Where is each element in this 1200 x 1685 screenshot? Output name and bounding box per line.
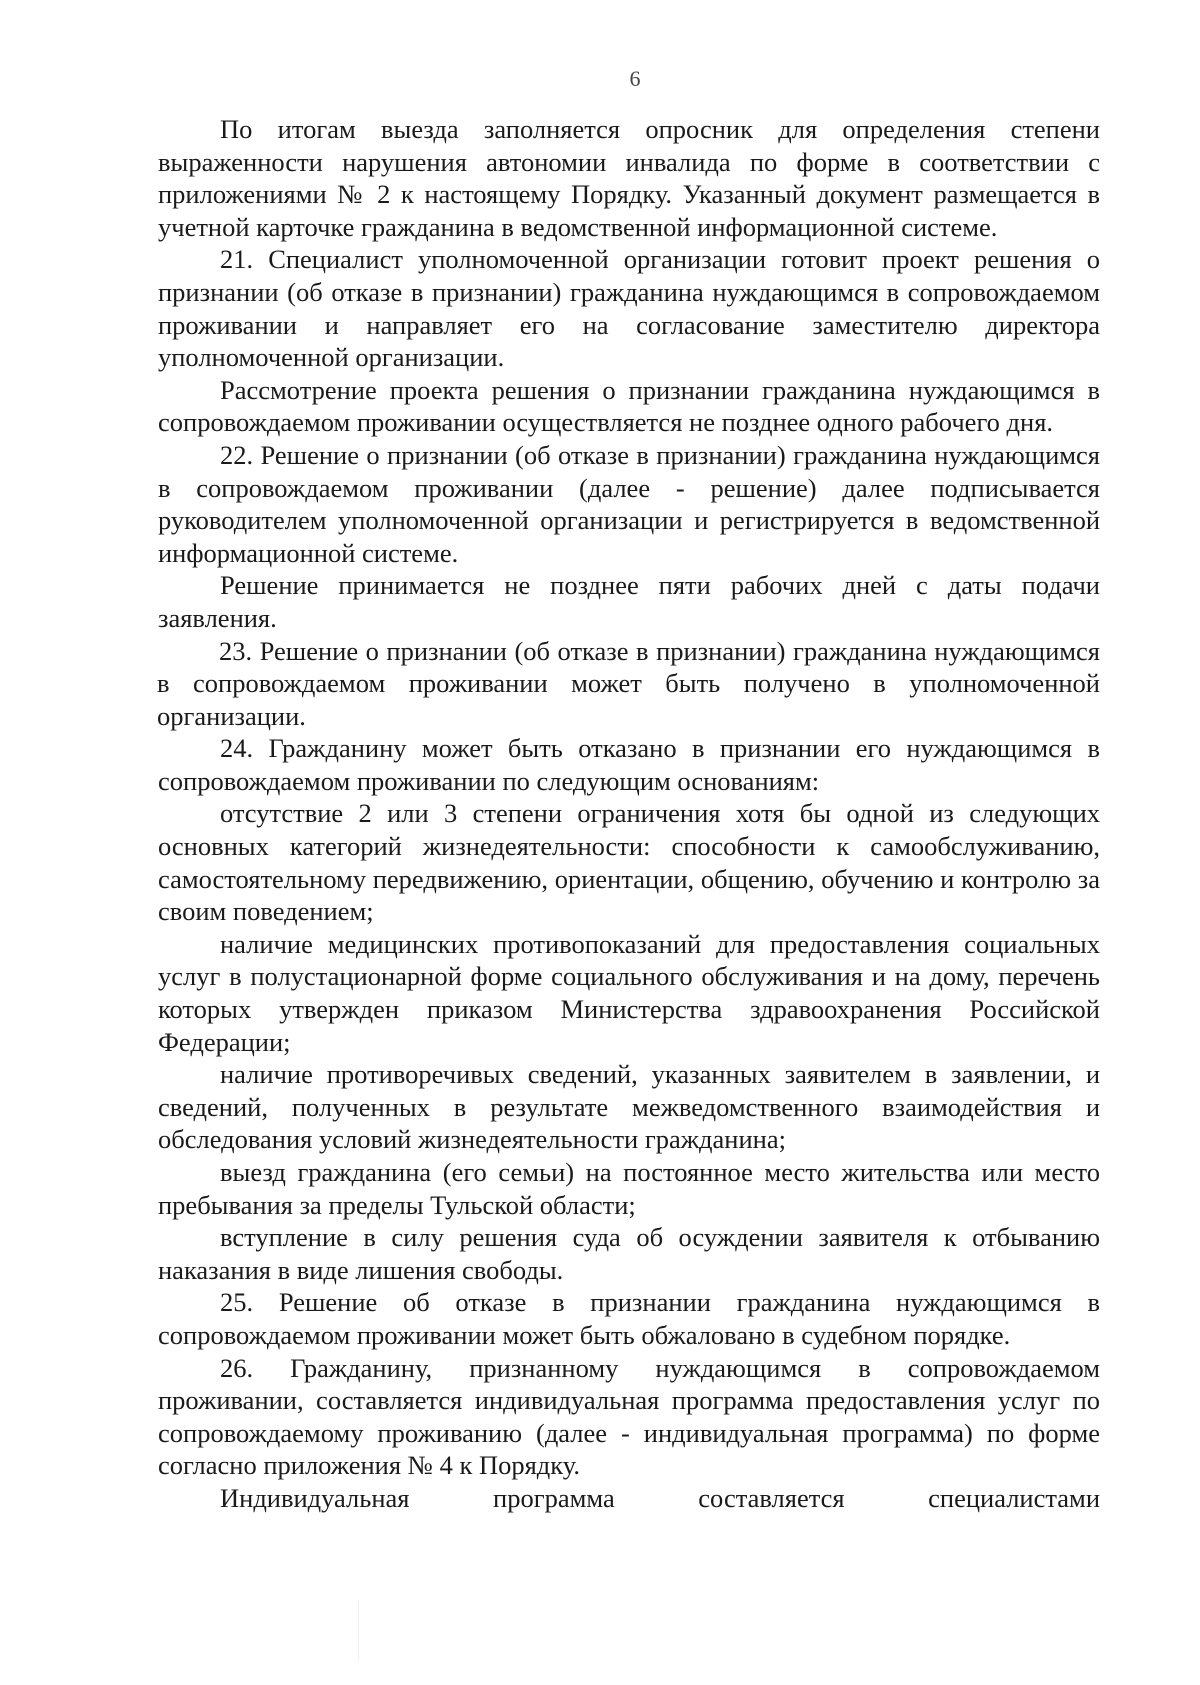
- page-number: 6: [629, 66, 641, 91]
- refusal-ground-relocation: выезд гражданина (его семьи) на постоянное место жительства или место пребывания за пределы Тульской области;: [158, 1157, 1100, 1220]
- paragraph-25: 25. Решение об отказе в признании гражданина нуждающимся в сопровождаемом проживании может быть обжаловано в судебном порядке.: [158, 1287, 1100, 1350]
- paragraph-questionnaire: По итогам выезда заполняется опросник для определения степени выраженности нарушения автономии инвалида по форме в соответствии с приложениями № 2 к настоящему Порядку. Указанный документ размещается в учетной карточке гражданина в ведомственной информационной системе.: [158, 114, 1100, 242]
- paragraph-26: 26. Гражданину, признанному нуждающимся в сопровождаемом проживании, составляется индивидуальная программа предоставления услуг по сопровождаемому проживанию (далее - индивидуальная программа) по форме согласно приложения № 4 к Порядку.: [158, 1352, 1100, 1481]
- refusal-ground-contradictory-information: наличие противоречивых сведений, указанных заявителем в заявлении, и сведений, полученных в результате межведомственного взаимодействия и обследования условий жизнедеятельности гражданина;: [158, 1059, 1100, 1155]
- document-body: [158, 113, 1100, 1515]
- paragraph-21-review: Рассмотрение проекта решения о признании гражданина нуждающимся в сопровождаемом проживании осуществляется не позднее одного рабочего дня.: [158, 374, 1100, 438]
- refusal-ground-disability-degree: отсутствие 2 или 3 степени ограничения хотя бы одной из следующих основных категорий жизнедеятельности: способности к самообслуживанию, самостоятельному передвижению, ориентации, общению, обучению и контролю за своим поведением;: [158, 798, 1100, 927]
- paragraph-21: 21. Специалист уполномоченной организации готовит проект решения о признании (об отказе в признании) гражданина нуждающимся в сопровождаемом проживании и направляет его на согласование заместителю директора уполномоченной организации.: [158, 244, 1100, 373]
- refusal-ground-medical-contraindications: наличие медицинских противопоказаний для предоставления социальных услуг в полустационарной форме социального обслуживания и на дому, перечень которых утвержден приказом Министерства здравоохранения Российской Федерации;: [158, 928, 1100, 1057]
- scan-artifact-line: [358, 1600, 359, 1660]
- paragraph-22-deadline: Решение принимается не позднее пяти рабочих дней с даты подачи заявления.: [158, 570, 1100, 633]
- paragraph-24: 24. Гражданину может быть отказано в признании его нуждающимся в сопровождаемом проживании по следующим основаниям:: [158, 733, 1100, 796]
- refusal-ground-court-sentence: вступление в силу решения суда об осуждении заявителя к отбыванию наказания в виде лишения свободы.: [158, 1222, 1100, 1285]
- paragraph-23: 23. Решение о признании (об отказе в признании) гражданина нуждающимся в сопровождаемом проживании может быть получено в уполномоченной организации.: [157, 635, 1100, 731]
- paragraph-22: 22. Решение о признании (об отказе в признании) гражданина нуждающимся в сопровождаемом проживании (далее - решение) далее подписывается руководителем уполномоченной организации и регистрируется в ведомственной информационной системе.: [158, 439, 1100, 568]
- paragraph-individual-program: Индивидуальная программа составляется специалистами: [220, 1482, 1100, 1513]
